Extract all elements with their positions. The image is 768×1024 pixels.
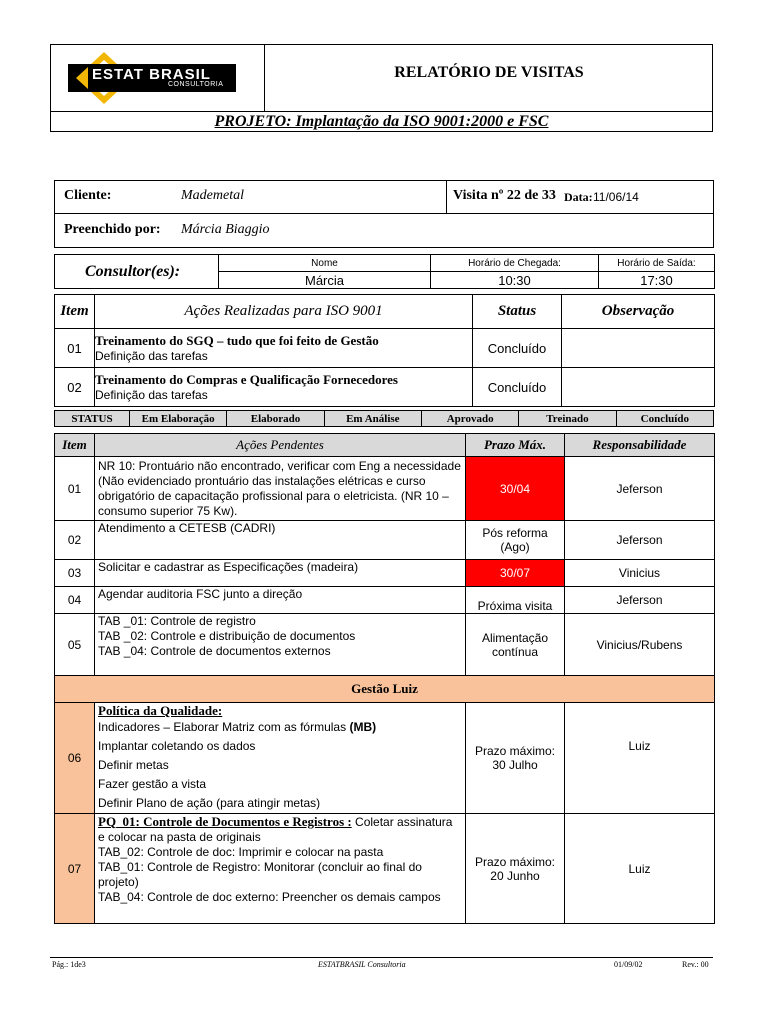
- table-row: [55, 521, 715, 560]
- responsible-value: Jeferson: [565, 521, 715, 560]
- deadline-value: Alimentação contínua: [466, 614, 565, 676]
- pending-desc: Agendar auditoria FSC junto a direção: [95, 587, 466, 614]
- item-number: 07: [55, 814, 95, 924]
- pending-line: Definir metas: [98, 758, 169, 772]
- deadline-value: Prazo máximo: 30 Julho: [466, 703, 565, 814]
- pending-line: TAB _01: Controle de registro: [98, 614, 256, 628]
- table-row: [55, 587, 715, 614]
- section-gestao-luiz: Gestão Luiz: [55, 676, 715, 703]
- company-logo: [68, 50, 236, 106]
- pending-desc: NR 10: Prontuário não encontrado, verificar com Eng a necessidade (Não evidenciado prontuário das instalações elétricas e curso obrigatório de capacitação profissional para o eletricista. (NR 10 – consumo superior 75 Kw).: [95, 457, 466, 521]
- client-value: Mademetal: [181, 188, 244, 203]
- deadline-value: 30/07: [466, 560, 565, 587]
- item-number: 04: [55, 587, 95, 614]
- item-number: 03: [55, 560, 95, 587]
- table-row: [55, 329, 715, 368]
- pending-line: Definir Plano de ação (para atingir metas): [98, 796, 321, 810]
- col-status: Status: [473, 295, 562, 329]
- legend-label: STATUS: [55, 411, 130, 427]
- col-item: Item: [55, 295, 95, 329]
- report-title: RELATÓRIO DE VISITAS: [394, 64, 584, 81]
- project-title: PROJETO: Implantação da ISO 9001:2000 e FSC: [214, 113, 549, 130]
- deadline-value: 30/04: [466, 457, 565, 521]
- deadline-value: Pós reforma (Ago): [466, 521, 565, 560]
- footer-company: ESTATBRASIL Consultoria: [318, 960, 406, 969]
- deadline-value: Prazo máximo: 20 Junho: [466, 814, 565, 924]
- client-divider-h: [54, 213, 714, 214]
- footer-page: Pág.: 1de3: [52, 960, 86, 969]
- legend-item: Elaborado: [227, 411, 324, 427]
- visit-number: Visita nº 22 de 33: [453, 188, 556, 203]
- consultant-table: [54, 254, 715, 289]
- footer-date: 01/09/02: [614, 960, 643, 969]
- table-row: [55, 814, 715, 924]
- observation-value: [562, 368, 715, 407]
- item-number: 05: [55, 614, 95, 676]
- table-row: [55, 614, 715, 676]
- filled-by-label: Preenchido por:: [64, 222, 161, 237]
- consultant-name: Márcia: [219, 272, 431, 289]
- pending-line: TAB _02: Controle e distribuição de documentos: [98, 629, 356, 643]
- action-title: Treinamento do SGQ – tudo que foi feito de Gestão: [95, 333, 379, 348]
- client-divider-v: [446, 180, 447, 214]
- status-value: Concluído: [473, 368, 562, 407]
- pending-line: Implantar coletando os dados: [98, 739, 256, 753]
- legend-item: Em Análise: [324, 411, 421, 427]
- legend-item: Em Elaboração: [130, 411, 227, 427]
- pending-line: Coletar assinatura e colocar na pasta de originais: [98, 815, 453, 844]
- table-row: [55, 457, 715, 521]
- col-responsible: Responsabilidade: [565, 434, 715, 457]
- responsible-value: Jeferson: [565, 587, 715, 614]
- pending-line: Fazer gestão a vista: [98, 777, 207, 791]
- legend-item: Aprovado: [421, 411, 518, 427]
- departure-header: Horário de Saída:: [599, 255, 715, 272]
- item-number: 02: [55, 521, 95, 560]
- action-title: Treinamento do Compras e Qualificação Fornecedores: [95, 372, 398, 387]
- pending-desc: Atendimento a CETESB (CADRI): [95, 521, 466, 560]
- responsible-value: Vinicius: [565, 560, 715, 587]
- documents-heading: PQ_01: Controle de Documentos e Registros :: [98, 814, 352, 829]
- legend-item: Concluído: [616, 411, 713, 427]
- col-observation: Observação: [562, 295, 715, 329]
- logo-name: ESTAT BRASIL: [92, 66, 211, 83]
- item-number: 01: [55, 329, 95, 368]
- item-number: 01: [55, 457, 95, 521]
- col-actions: Ações Realizadas para ISO 9001: [95, 295, 473, 329]
- action-desc: Definição das tarefas: [95, 388, 208, 402]
- date-label: Data:: [564, 190, 593, 204]
- pending-line: Indicadores – Elaborar Matriz com as fórmulas: [98, 720, 347, 734]
- status-value: Concluído: [473, 329, 562, 368]
- arrival-header: Horário de Chegada:: [431, 255, 599, 272]
- name-header: Nome: [219, 255, 431, 272]
- consultant-label: Consultor(es):: [55, 255, 219, 289]
- legend-item: Treinado: [519, 411, 616, 427]
- responsible-value: Luiz: [565, 703, 715, 814]
- pending-line: TAB _04: Controle de documentos externos: [98, 644, 331, 658]
- action-desc: Definição das tarefas: [95, 349, 208, 363]
- date-value: 11/06/14: [593, 190, 639, 204]
- footer-rule: [50, 957, 713, 958]
- departure-time: 17:30: [599, 272, 715, 289]
- item-number: 02: [55, 368, 95, 407]
- footer-revision: Rev.: 00: [682, 960, 709, 969]
- pending-line-bold: (MB): [349, 720, 377, 734]
- policy-heading: Política da Qualidade:: [98, 703, 223, 718]
- observation-value: [562, 329, 715, 368]
- actions-table: [54, 294, 715, 407]
- logo-subtitle: CONSULTORIA: [168, 81, 224, 88]
- pending-desc: Solicitar e cadastrar as Especificações (madeira): [95, 560, 466, 587]
- pending-line: TAB_02: Controle de doc: Imprimir e colocar na pasta: [98, 845, 384, 859]
- col-pending: Ações Pendentes: [95, 434, 466, 457]
- pending-line: TAB_01: Controle de Registro: Monitorar (concluir ao final do projeto): [98, 860, 422, 889]
- table-row: [55, 560, 715, 587]
- filled-by-value: Márcia Biaggio: [181, 222, 270, 237]
- responsible-value: Jeferson: [565, 457, 715, 521]
- responsible-value: Luiz: [565, 814, 715, 924]
- table-row: [55, 368, 715, 407]
- table-row: [55, 703, 715, 814]
- pending-table: [54, 433, 715, 924]
- item-number: 06: [55, 703, 95, 814]
- arrival-time: 10:30: [431, 272, 599, 289]
- deadline-value: Próxima visita: [466, 587, 565, 614]
- pending-line: TAB_04: Controle de doc externo: Preencher os demais campos: [98, 890, 441, 904]
- status-legend: [54, 410, 714, 427]
- responsible-value: Vinicius/Rubens: [565, 614, 715, 676]
- col-item: Item: [55, 434, 95, 457]
- client-label: Cliente:: [64, 188, 112, 203]
- col-deadline: Prazo Máx.: [466, 434, 565, 457]
